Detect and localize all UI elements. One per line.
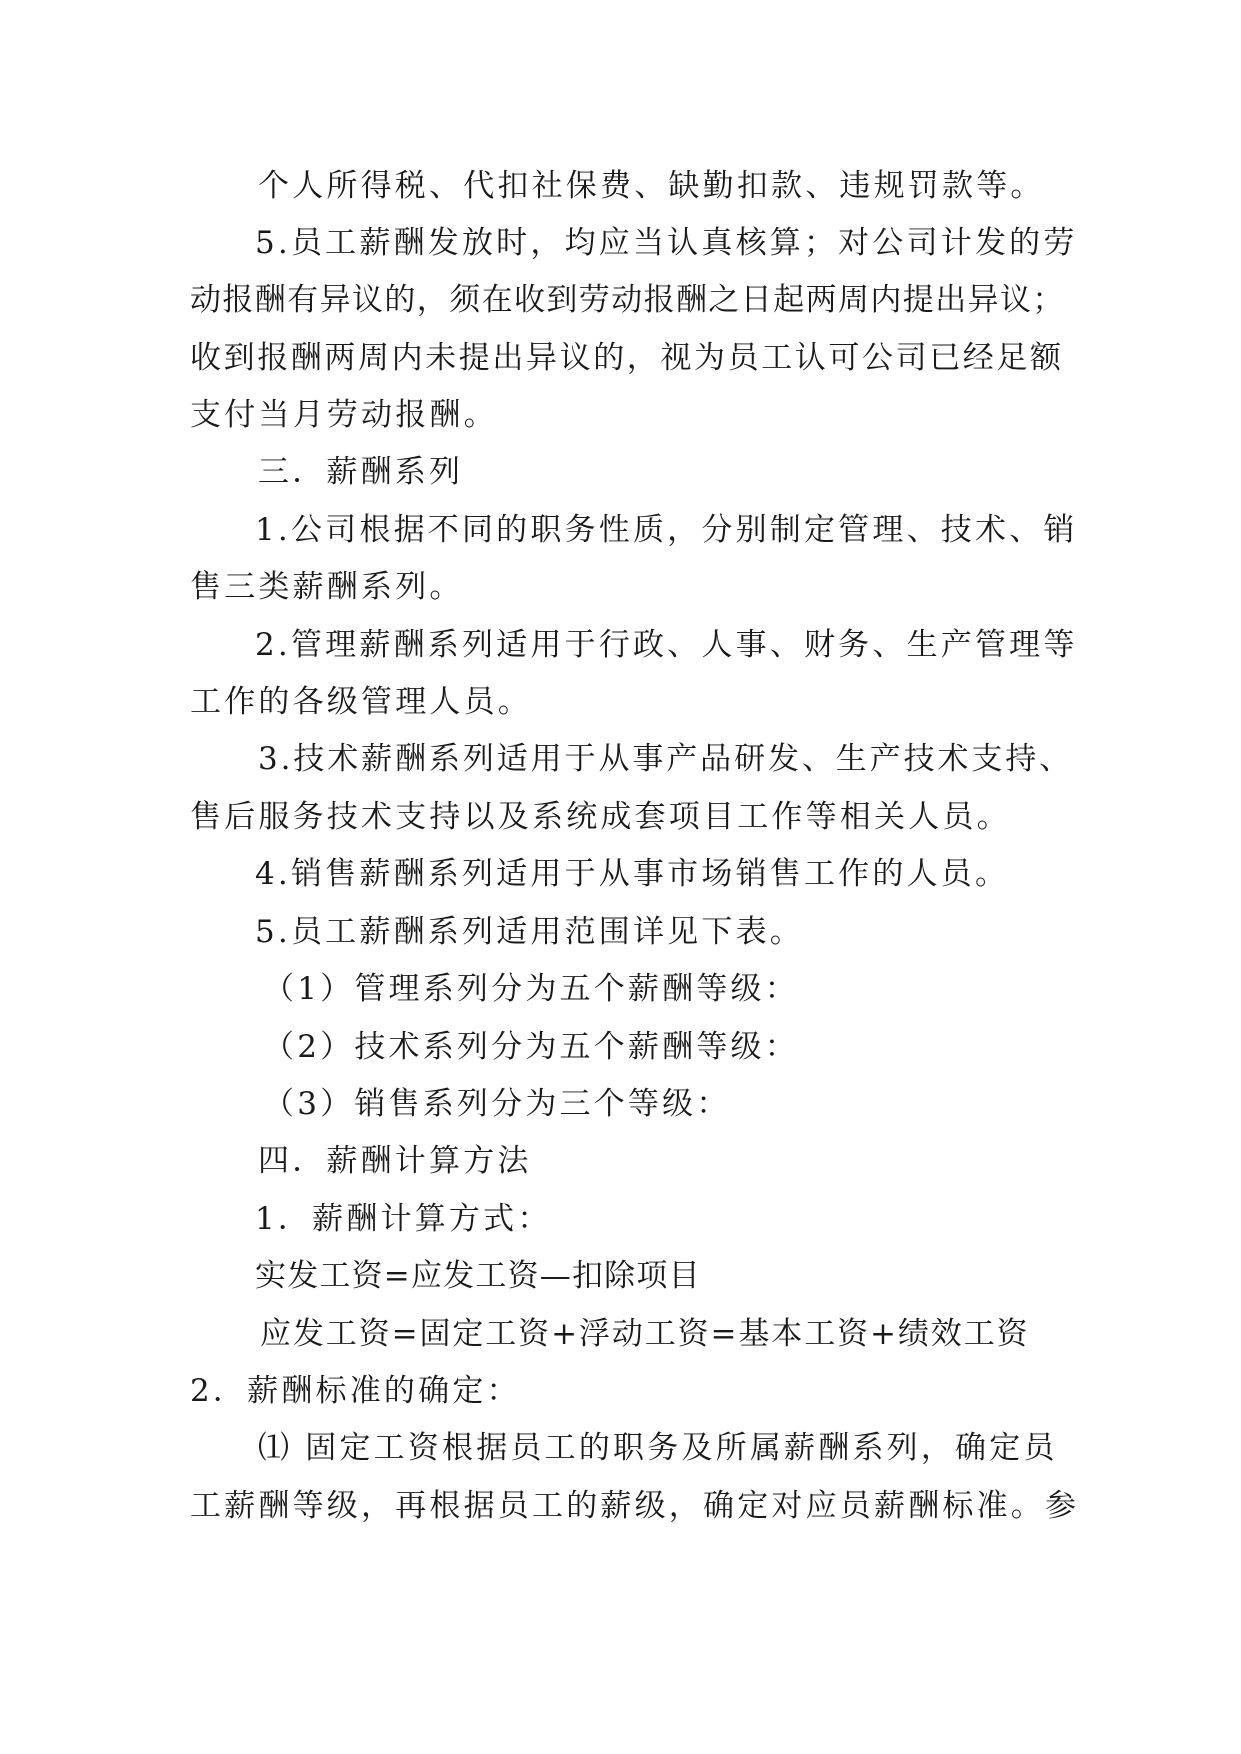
paragraph-line: 1.公司根据不同的职务性质，分别制定管理、技术、销 <box>255 512 1078 548</box>
paragraph-line: 2．薪酬标准的确定： <box>190 1373 521 1409</box>
paragraph-line: 售后服务技术支持以及系统成套项目工作等相关人员。 <box>190 799 1011 835</box>
paragraph-line: 收到报酬两周内未提出异议的，视为员工认可公司已经足额 <box>190 340 1064 376</box>
formula-line: 应发工资=固定工资+浮动工资=基本工资+绩效工资 <box>260 1316 1030 1352</box>
paragraph-line: 个人所得税、代扣社保费、缺勤扣款、违规罚款等。 <box>258 168 1045 204</box>
paragraph-line: 动报酬有异议的，须在收到劳动报酬之日起两周内提出异议； <box>190 282 1065 318</box>
list-item: （2）技术系列分为五个薪酬等级： <box>263 1029 799 1065</box>
section-heading: 四．薪酬计算方法 <box>258 1143 532 1179</box>
list-item: （3）销售系列分为三个等级： <box>263 1086 731 1122</box>
paragraph-line: 1．薪酬计算方式： <box>255 1201 552 1237</box>
paragraph-line: 5.员工薪酬发放时，均应当认真核算；对公司计发的劳 <box>255 225 1078 261</box>
paragraph-line: 3.技术薪酬系列适用于从事产品研发、生产技术支持、 <box>258 741 1074 777</box>
paragraph-line: ⑴ 固定工资根据员工的职务及所属薪酬系列，确定员 <box>258 1430 1058 1466</box>
paragraph-line: 支付当月劳动报酬。 <box>190 397 498 433</box>
paragraph-line: 售三类薪酬系列。 <box>190 569 464 605</box>
list-item: （1）管理系列分为五个薪酬等级： <box>263 971 799 1007</box>
section-heading: 三．薪酬系列 <box>258 454 464 490</box>
paragraph-line: 5.员工薪酬系列适用范围详见下表。 <box>255 914 804 950</box>
paragraph-line: 工作的各级管理人员。 <box>190 684 532 720</box>
paragraph-line: 4.销售薪酬系列适用于从事市场销售工作的人员。 <box>255 856 1010 892</box>
paragraph-line: 2.管理薪酬系列适用于行政、人事、财务、生产管理等 <box>255 627 1078 663</box>
formula-line: 实发工资=应发工资—扣除项目 <box>255 1258 701 1294</box>
paragraph-line: 工薪酬等级，再根据员工的薪级，确定对应员薪酬标准。参 <box>190 1488 1080 1524</box>
